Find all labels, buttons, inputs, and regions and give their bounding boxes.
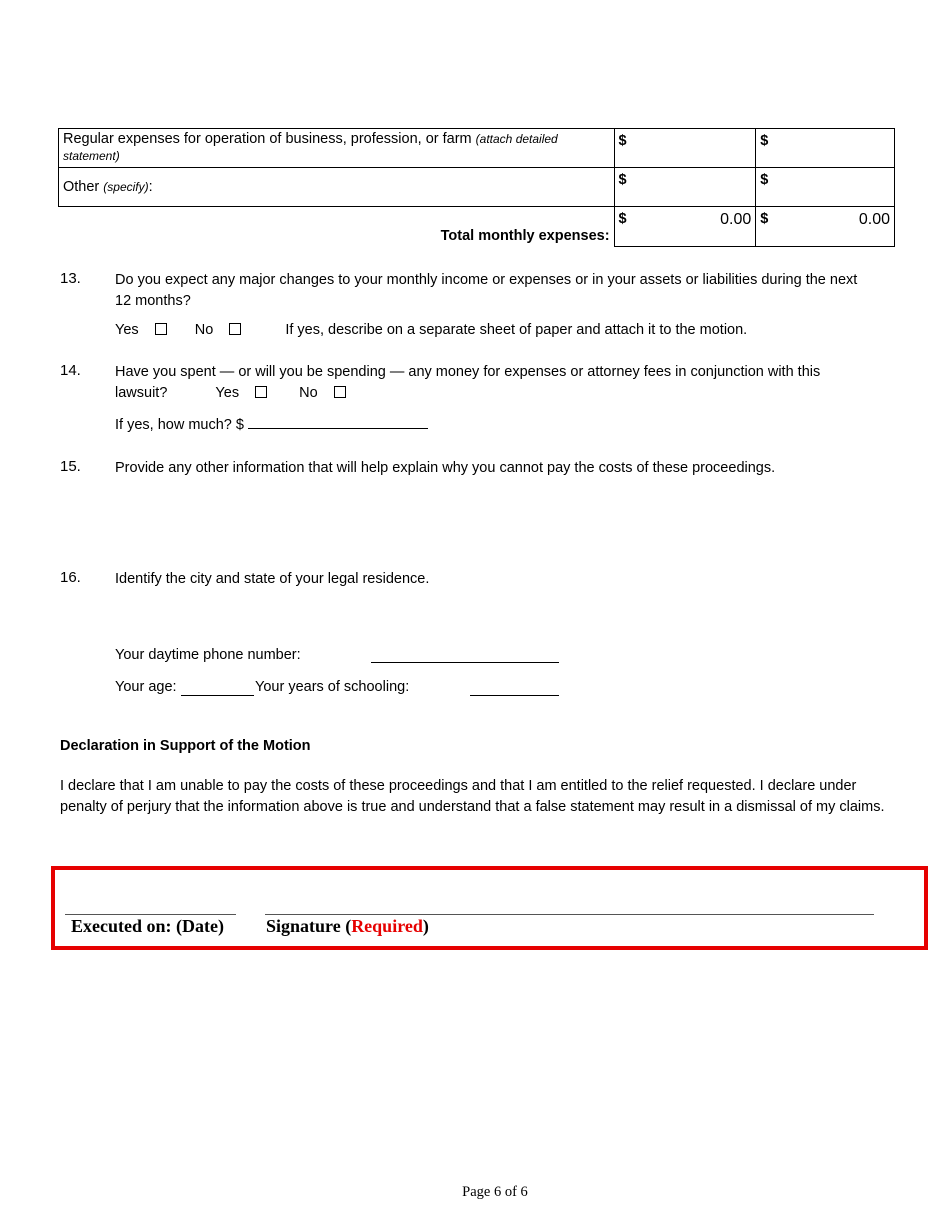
no-label: No bbox=[194, 322, 214, 338]
dollar-sign: $ bbox=[618, 172, 627, 188]
total-value-1: 0.00 bbox=[720, 211, 752, 228]
how-much-field[interactable] bbox=[248, 414, 428, 429]
amount-cell-1[interactable] bbox=[614, 168, 756, 207]
dollar-sign: $ bbox=[760, 211, 769, 227]
yes-label: Yes bbox=[215, 385, 240, 401]
question-14-number: 14. bbox=[60, 362, 81, 379]
total-value-2: 0.00 bbox=[858, 211, 890, 228]
dollar-sign: $ bbox=[760, 172, 769, 188]
question-16-text: Identify the city and state of your legal residence. bbox=[115, 571, 430, 587]
how-much-label: If yes, how much? $ bbox=[115, 417, 244, 433]
total-row bbox=[59, 207, 895, 247]
expense-row-label bbox=[59, 129, 615, 168]
expense-row-label bbox=[59, 168, 615, 207]
yes-checkbox[interactable] bbox=[255, 386, 267, 398]
row-suffix: : bbox=[148, 178, 153, 195]
amount-cell-1[interactable] bbox=[614, 129, 756, 168]
total-label: Total monthly expenses: bbox=[440, 228, 610, 244]
row-label-text: Other bbox=[63, 178, 100, 195]
total-amount-2[interactable] bbox=[756, 207, 895, 247]
row-note: (attach detailed statement) bbox=[63, 132, 558, 163]
date-line[interactable] bbox=[65, 914, 236, 915]
signature-label-group bbox=[266, 916, 429, 937]
required-label: Required bbox=[351, 916, 423, 936]
paren-open: ( bbox=[345, 916, 352, 936]
signature-label: Signature bbox=[266, 916, 341, 936]
age-field[interactable] bbox=[181, 681, 254, 696]
question-13-options bbox=[115, 320, 747, 341]
expenses-table bbox=[58, 128, 895, 247]
yes-checkbox[interactable] bbox=[155, 323, 167, 335]
table-row bbox=[59, 168, 895, 207]
dollar-sign: $ bbox=[618, 211, 627, 227]
question-16-number: 16. bbox=[60, 569, 81, 586]
dollar-sign: $ bbox=[760, 133, 769, 149]
paren-close: ) bbox=[422, 916, 429, 936]
no-checkbox[interactable] bbox=[229, 323, 241, 335]
how-much-row bbox=[115, 414, 428, 436]
question-15-text: Provide any other information that will help explain why you cannot pay the costs of these proceedings. bbox=[115, 460, 776, 476]
table-row bbox=[59, 129, 895, 168]
date-label: Executed on: (Date) bbox=[71, 916, 224, 936]
dollar-sign: $ bbox=[618, 133, 627, 149]
page-number: Page 6 of 6 bbox=[462, 1184, 528, 1200]
amount-cell-2[interactable] bbox=[756, 129, 895, 168]
question-13-text: Do you expect any major changes to your monthly income or expenses or in your assets or liabilities during the next 12 months? bbox=[115, 272, 858, 309]
question-13-number: 13. bbox=[60, 270, 81, 287]
phone-label: Your daytime phone number: bbox=[115, 647, 301, 663]
question-15-number: 15. bbox=[60, 458, 81, 475]
schooling-label: Your years of schooling: bbox=[255, 679, 410, 695]
total-amount-1[interactable] bbox=[614, 207, 756, 247]
yes-label: Yes bbox=[115, 322, 139, 338]
no-label: No bbox=[299, 385, 318, 401]
row-note: (specify) bbox=[103, 179, 149, 194]
phone-field[interactable] bbox=[371, 648, 559, 663]
question-14-text: Have you spent — or will you be spending — any money for expenses or attorney fees in conjunction with this lawsuit? bbox=[115, 364, 821, 401]
question-14-block bbox=[115, 362, 875, 404]
schooling-field[interactable] bbox=[470, 681, 559, 696]
instruction-text: If yes, describe on a separate sheet of paper and attach it to the motion. bbox=[285, 322, 748, 338]
declaration-heading: Declaration in Support of the Motion bbox=[60, 738, 311, 754]
signature-line[interactable] bbox=[265, 914, 874, 915]
amount-cell-2[interactable] bbox=[756, 168, 895, 207]
row-label-text: Regular expenses for operation of business, profession, or farm bbox=[63, 131, 472, 147]
signature-box bbox=[51, 866, 928, 950]
age-label: Your age: bbox=[115, 679, 177, 695]
declaration-body: I declare that I am unable to pay the costs of these proceedings and that I am entitled to the relief requested. I declare under penalty of perjury that the information above is true and understand that a false statement may result in a dismissal of my claims. bbox=[60, 778, 885, 815]
no-checkbox[interactable] bbox=[334, 386, 346, 398]
